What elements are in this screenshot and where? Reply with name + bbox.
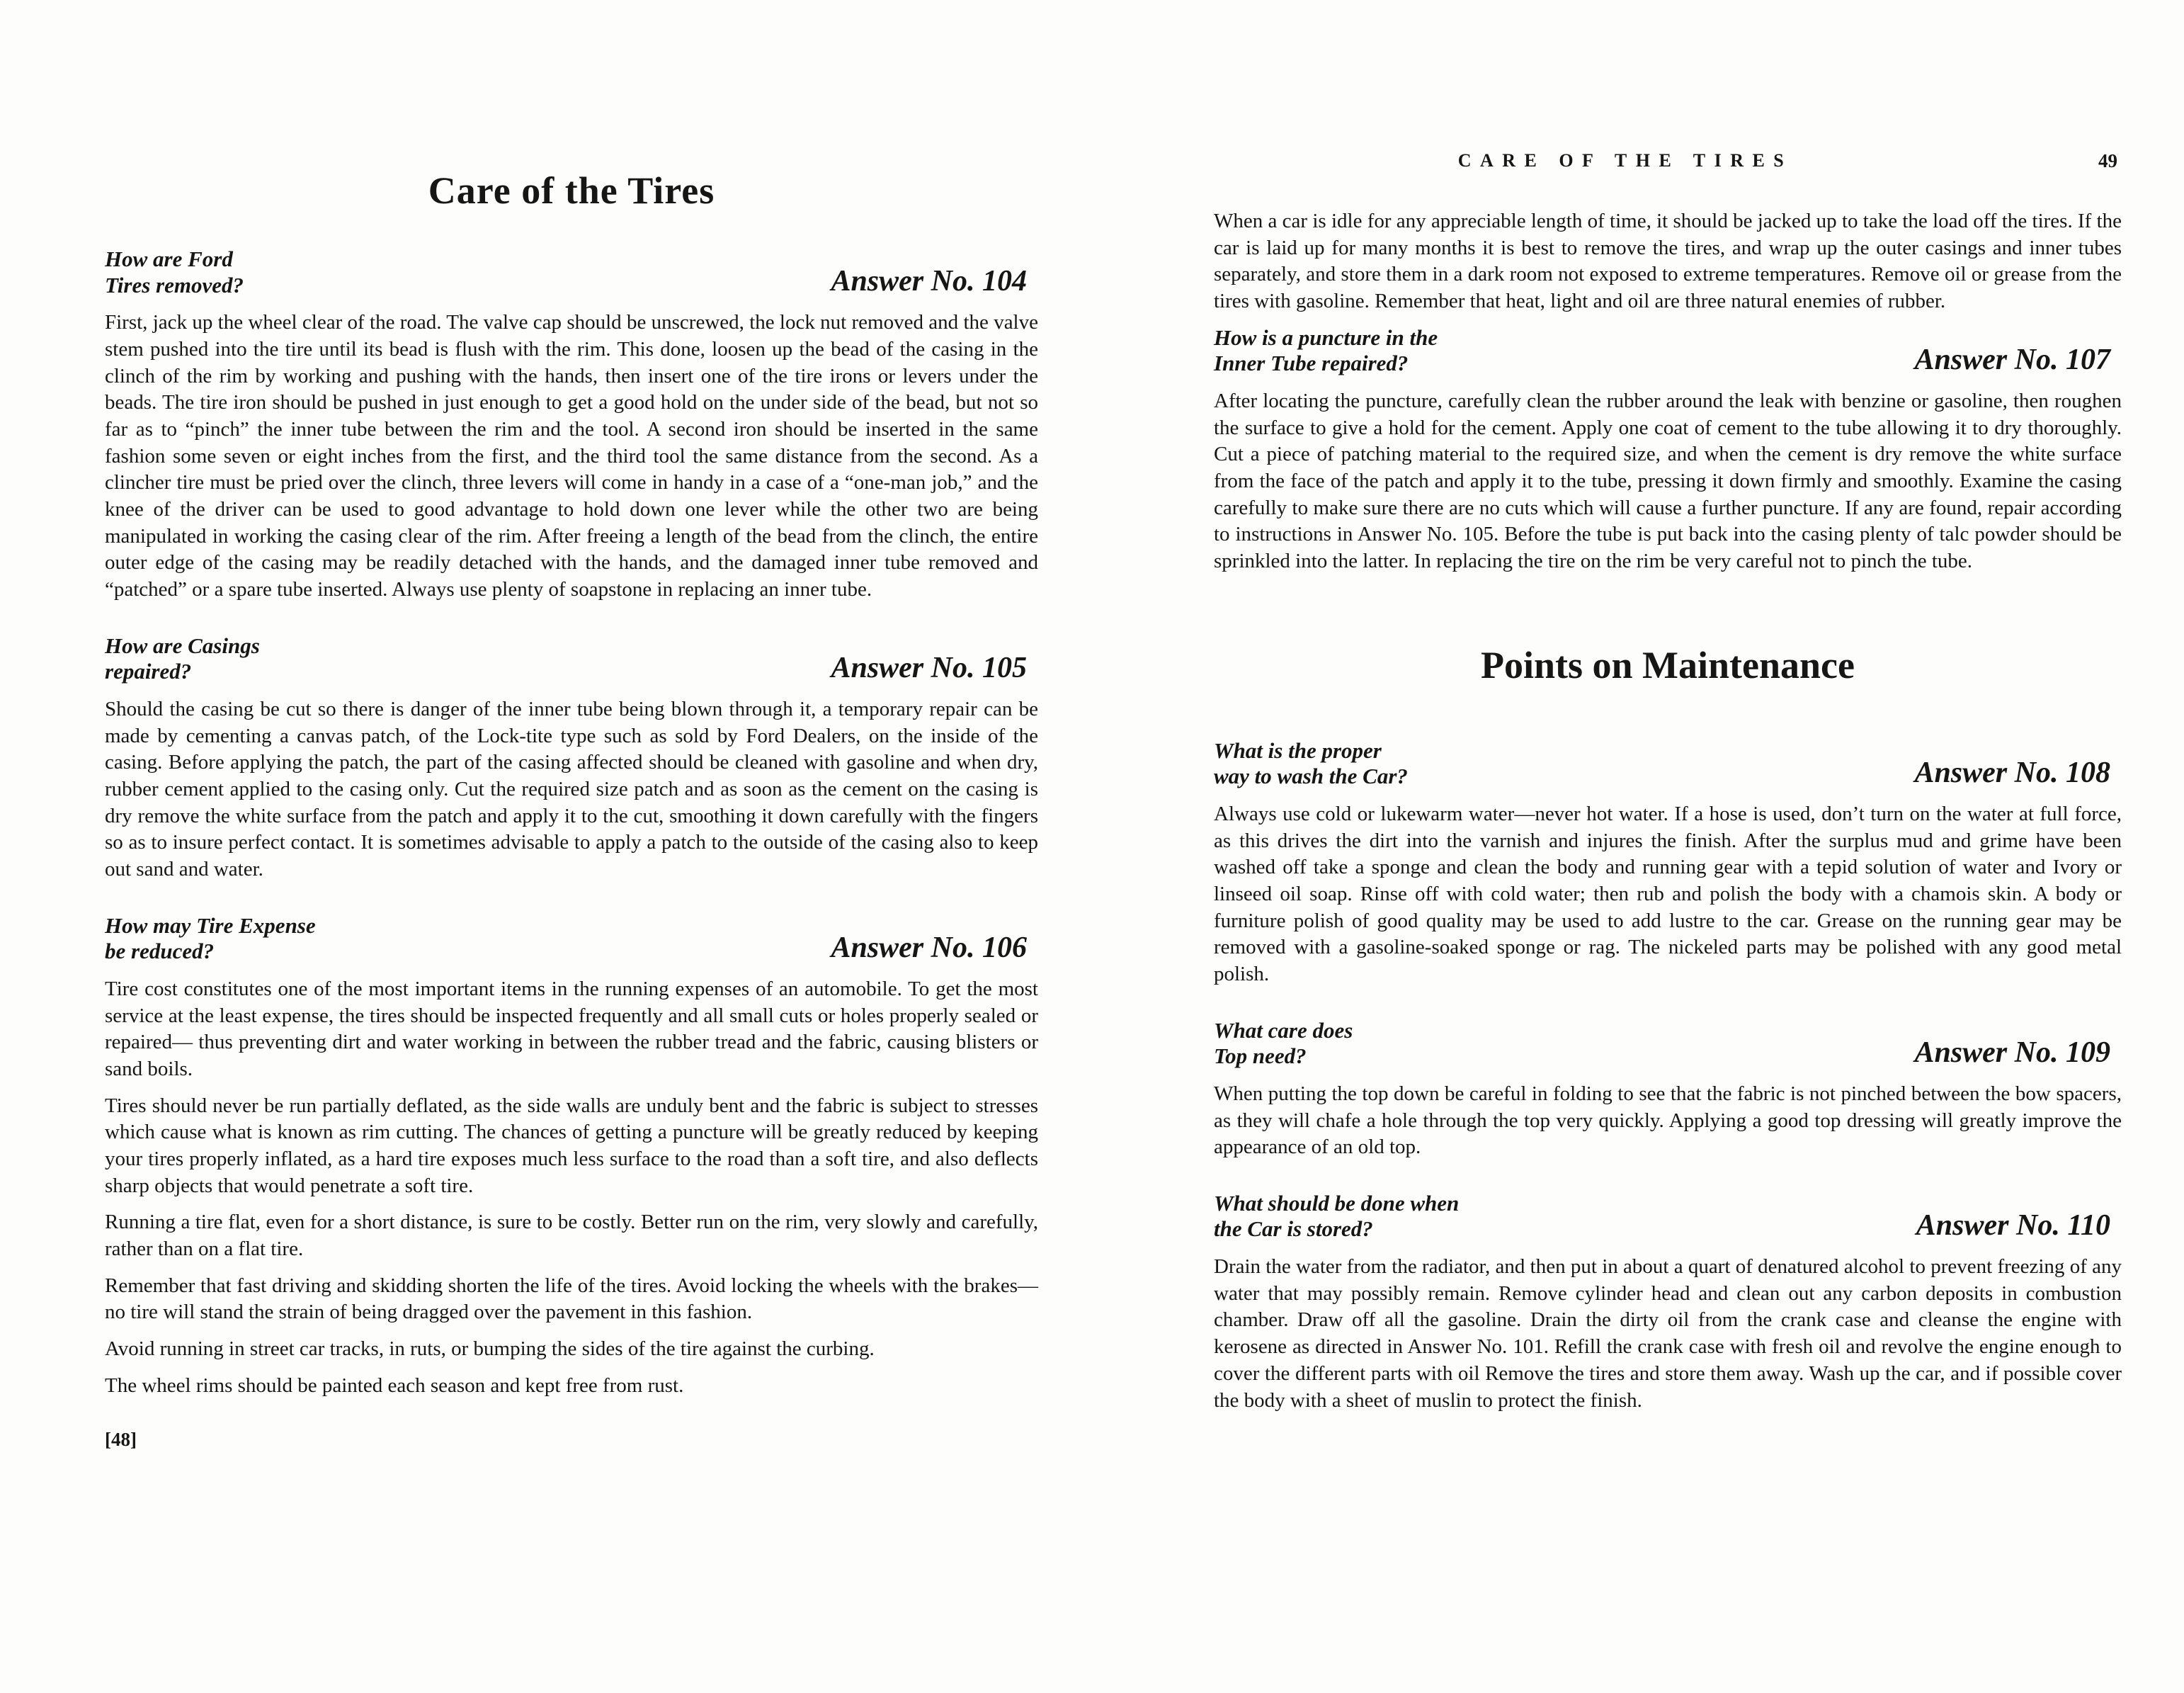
question-line: be reduced? (105, 939, 215, 964)
question (1214, 1018, 1353, 1070)
answer-paragraph: Avoid running in street car tracks, in ruts, or bumping the sides of the tire against the curbing. (105, 1337, 875, 1361)
answer-number: Answer No. 108 (1914, 756, 2110, 789)
question (1214, 325, 1438, 377)
question (105, 913, 316, 965)
left-page (105, 0, 1038, 1451)
answer-paragraph: Running a tire flat, even for a short distance, is sure to be costly. Better run on the rim, very slowly and carefully, rather than on a flat tire. (105, 1211, 1038, 1261)
answer-paragraph: Remember that fast driving and skidding shorten the life of the tires. Avoid locking the wheels with the brakes—no tire will stand the strain of being dragged over the pavement in this fashion. (105, 1274, 1038, 1324)
question-line: How may Tire Expense (105, 912, 316, 938)
question (1214, 738, 1408, 790)
page-folio-right: 49 (2098, 150, 2117, 171)
qa-block-109 (1214, 1018, 2122, 1161)
answer-paragraph: Tires should never be run partially deflated, as the side walls are unduly bent and the fabric is subject to stresses which cause what is known as rim cutting. The chances of getting a puncture will be greatly reduced by keeping your tires properly inflated, as a hard tire exposes much less surface to the road than a soft tire, and also deflects sharp objects that would penetrate a soft tire. (105, 1094, 1038, 1197)
question-line: the Car is stored? (1214, 1216, 1373, 1242)
running-header (1214, 150, 2122, 179)
qa-head (1214, 1018, 2122, 1070)
question-line: What is the proper (1214, 737, 1382, 763)
answer-number: Answer No. 105 (831, 651, 1027, 684)
running-header-title: CARE OF THE TIRES (1457, 150, 1793, 171)
question-line: What should be done when (1214, 1190, 1460, 1216)
qa-head (1214, 325, 2122, 377)
qa-block-105 (105, 633, 1038, 883)
qa-block-104 (105, 247, 1038, 604)
question (105, 247, 244, 298)
question-line: What care does (1214, 1017, 1353, 1043)
answer-number: Answer No. 110 (1916, 1209, 2110, 1242)
qa-head (105, 247, 1038, 298)
question (105, 633, 260, 685)
question-line: way to wash the Car? (1214, 764, 1408, 789)
answer-paragraph: First, jack up the wheel clear of the road. The valve cap should be unscrewed, the lock nut removed and the valve stem pushed into the tire until its bead is flush with the rim. This done, loosen up the bead of the casing in the clinch of the rim by working and pushing with the hands, then insert one of the tire irons or levers under the beads. The tire iron should be pushed in just enough to get a good hold on the under side of the bead, but not so far as to “pinch” the inner tube between the rim and the tool. A second iron should be inserted in the same fashion some seven or eight inches from the first, and the third tool the same distance from the second. As a clincher tire must be pried over the clinch, three levers will come in handy in a case of a “one-man job,” and the knee of the driver can be used to good advantage to hold down one lever while the other two are being manipulated in working the casing clear of the rim. After freeing a length of the bead from the clinch, the entire outer edge of the casing may be readily detached with the hands, and the damaged inner tube removed and “patched” or a spare tube inserted. Always use plenty of soapstone in replacing an inner tube. (105, 311, 1038, 601)
answer-number: Answer No. 104 (831, 265, 1027, 298)
question-line: How are Ford (105, 247, 233, 271)
qa-block-107 (1214, 325, 2122, 575)
qa-block-106 (105, 913, 1038, 1400)
answer-paragraph: Drain the water from the radiator, and then put in about a quart of denatured alcohol to prevent freezing of any water that may possibly remain. Remove cylinder head and clean out any carbon deposits in combustion chamber. Draw off all the gasoline. Drain the dirty oil from the crank case and cleanse the engine with kerosene as directed in Answer No. 101. Refill the crank case with fresh oil and revolve the engine enough to cover the different parts with oil Remove the tires and store them away. Wash up the car, and if possible cover the body with a sheet of muslin to protect the finish. (1214, 1255, 2122, 1412)
qa-head (105, 913, 1038, 965)
page-folio-left: [48] (105, 1429, 137, 1451)
answer-number: Answer No. 106 (831, 931, 1027, 964)
answer-paragraph: After locating the puncture, carefully clean the rubber around the leak with benzine or gasoline, then roughen the surface to give a hold for the cement. Apply one coat of cement to the tube allowing it to dry thoroughly. Cut a piece of patching material to the required size, and when the cement is dry remove the white surface from the face of the patch and apply it to the tube, pressing it down firmly and smoothly. Examine the casing carefully to make sure there are no cuts which will cause a further puncture. If any are found, repair according to instructions in Answer No. 105. Before the tube is put back into the casing plenty of talc powder should be sprinkled into the latter. In replacing the tire on the rim be very careful not to pinch the tube. (1214, 389, 2122, 573)
section-title: Points on Maintenance (1480, 643, 1855, 686)
question-line: Inner Tube repaired? (1214, 351, 1409, 376)
answer-paragraph: Should the casing be cut so there is danger of the inner tube being blown through it, a temporary repair can be made by cementing a canvas patch, of the Lock-tite type such as sold by Ford Dealers, on the inside of the casing. Before applying the patch, the part of the casing affected should be cleaned with gasoline and when dry, rubber cement applied to the casing only. Cut the required size patch and as soon as the cement on the casing is dry remove the white surface from the patch and apply it to the cut, smoothing it down carefully with the fingers so as to insure perfect contact. It is sometimes advisable to apply a patch to the outside of the casing also to keep out sand and water. (105, 697, 1038, 881)
question (1214, 1191, 1459, 1242)
answer-paragraph: Always use cold or lukewarm water—never hot water. If a hose is used, don’t turn on the water at full force, as this drives the dirt into the varnish and injures the finish. After the surplus mud and grime have been washed off take a sponge and clean the body and running gear with a tepid solution of water and Ivory or linseed oil soap. Rinse off with cold water; then rub and polish the body with a chamois skin. A body or furniture polish of good quality may be used to add lustre to the car. Grease on the running gear may be removed with a gasoline-soaked sponge or rag. The nickeled parts may be polished with any good metal polish. (1214, 802, 2122, 985)
answer-number: Answer No. 109 (1914, 1036, 2110, 1069)
qa-block-108 (1214, 738, 2122, 988)
qa-head (1214, 738, 2122, 790)
continuation-paragraph: When a car is idle for any appreciable length of time, it should be jacked up to take the load off the tires. If the car is laid up for many months it is best to remove the tires, and wrap up the outer casings and inner tubes separately, and store them in a dark room not exposed to extreme temperatures. Remove oil or grease from the tires with gasoline. Remember that heat, light and oil are three natural enemies of rubber. (1214, 210, 2122, 313)
question-line: How are Casings (105, 633, 260, 658)
qa-head (1214, 1191, 2122, 1242)
qa-head (105, 633, 1038, 685)
question-line: Tires removed? (105, 272, 244, 298)
answer-paragraph: The wheel rims should be painted each season and kept free from rust. (105, 1374, 684, 1397)
right-page (1214, 0, 2122, 1444)
question-line: repaired? (105, 659, 192, 684)
question-line: How is a puncture in the (1214, 324, 1438, 350)
page-title: Care of the Tires (428, 169, 715, 212)
qa-block-110 (1214, 1191, 2122, 1414)
answer-paragraph: When putting the top down be careful in folding to see that the fabric is not pinched between the bow spacers, as they will chafe a hole through the top very quickly. Applying a good top dressing will greatly improve the appearance of an old top. (1214, 1082, 2122, 1159)
answer-number: Answer No. 107 (1914, 343, 2110, 376)
answer-paragraph: Tire cost constitutes one of the most important items in the running expenses of an automobile. To get the most service at the least expense, the tires should be inspected frequently and all small cuts or holes properly sealed or repaired— thus preventing dirt and water working in between the rubber tread and the fabric, causing blisters or sand boils. (105, 977, 1038, 1080)
question-line: Top need? (1214, 1043, 1307, 1069)
